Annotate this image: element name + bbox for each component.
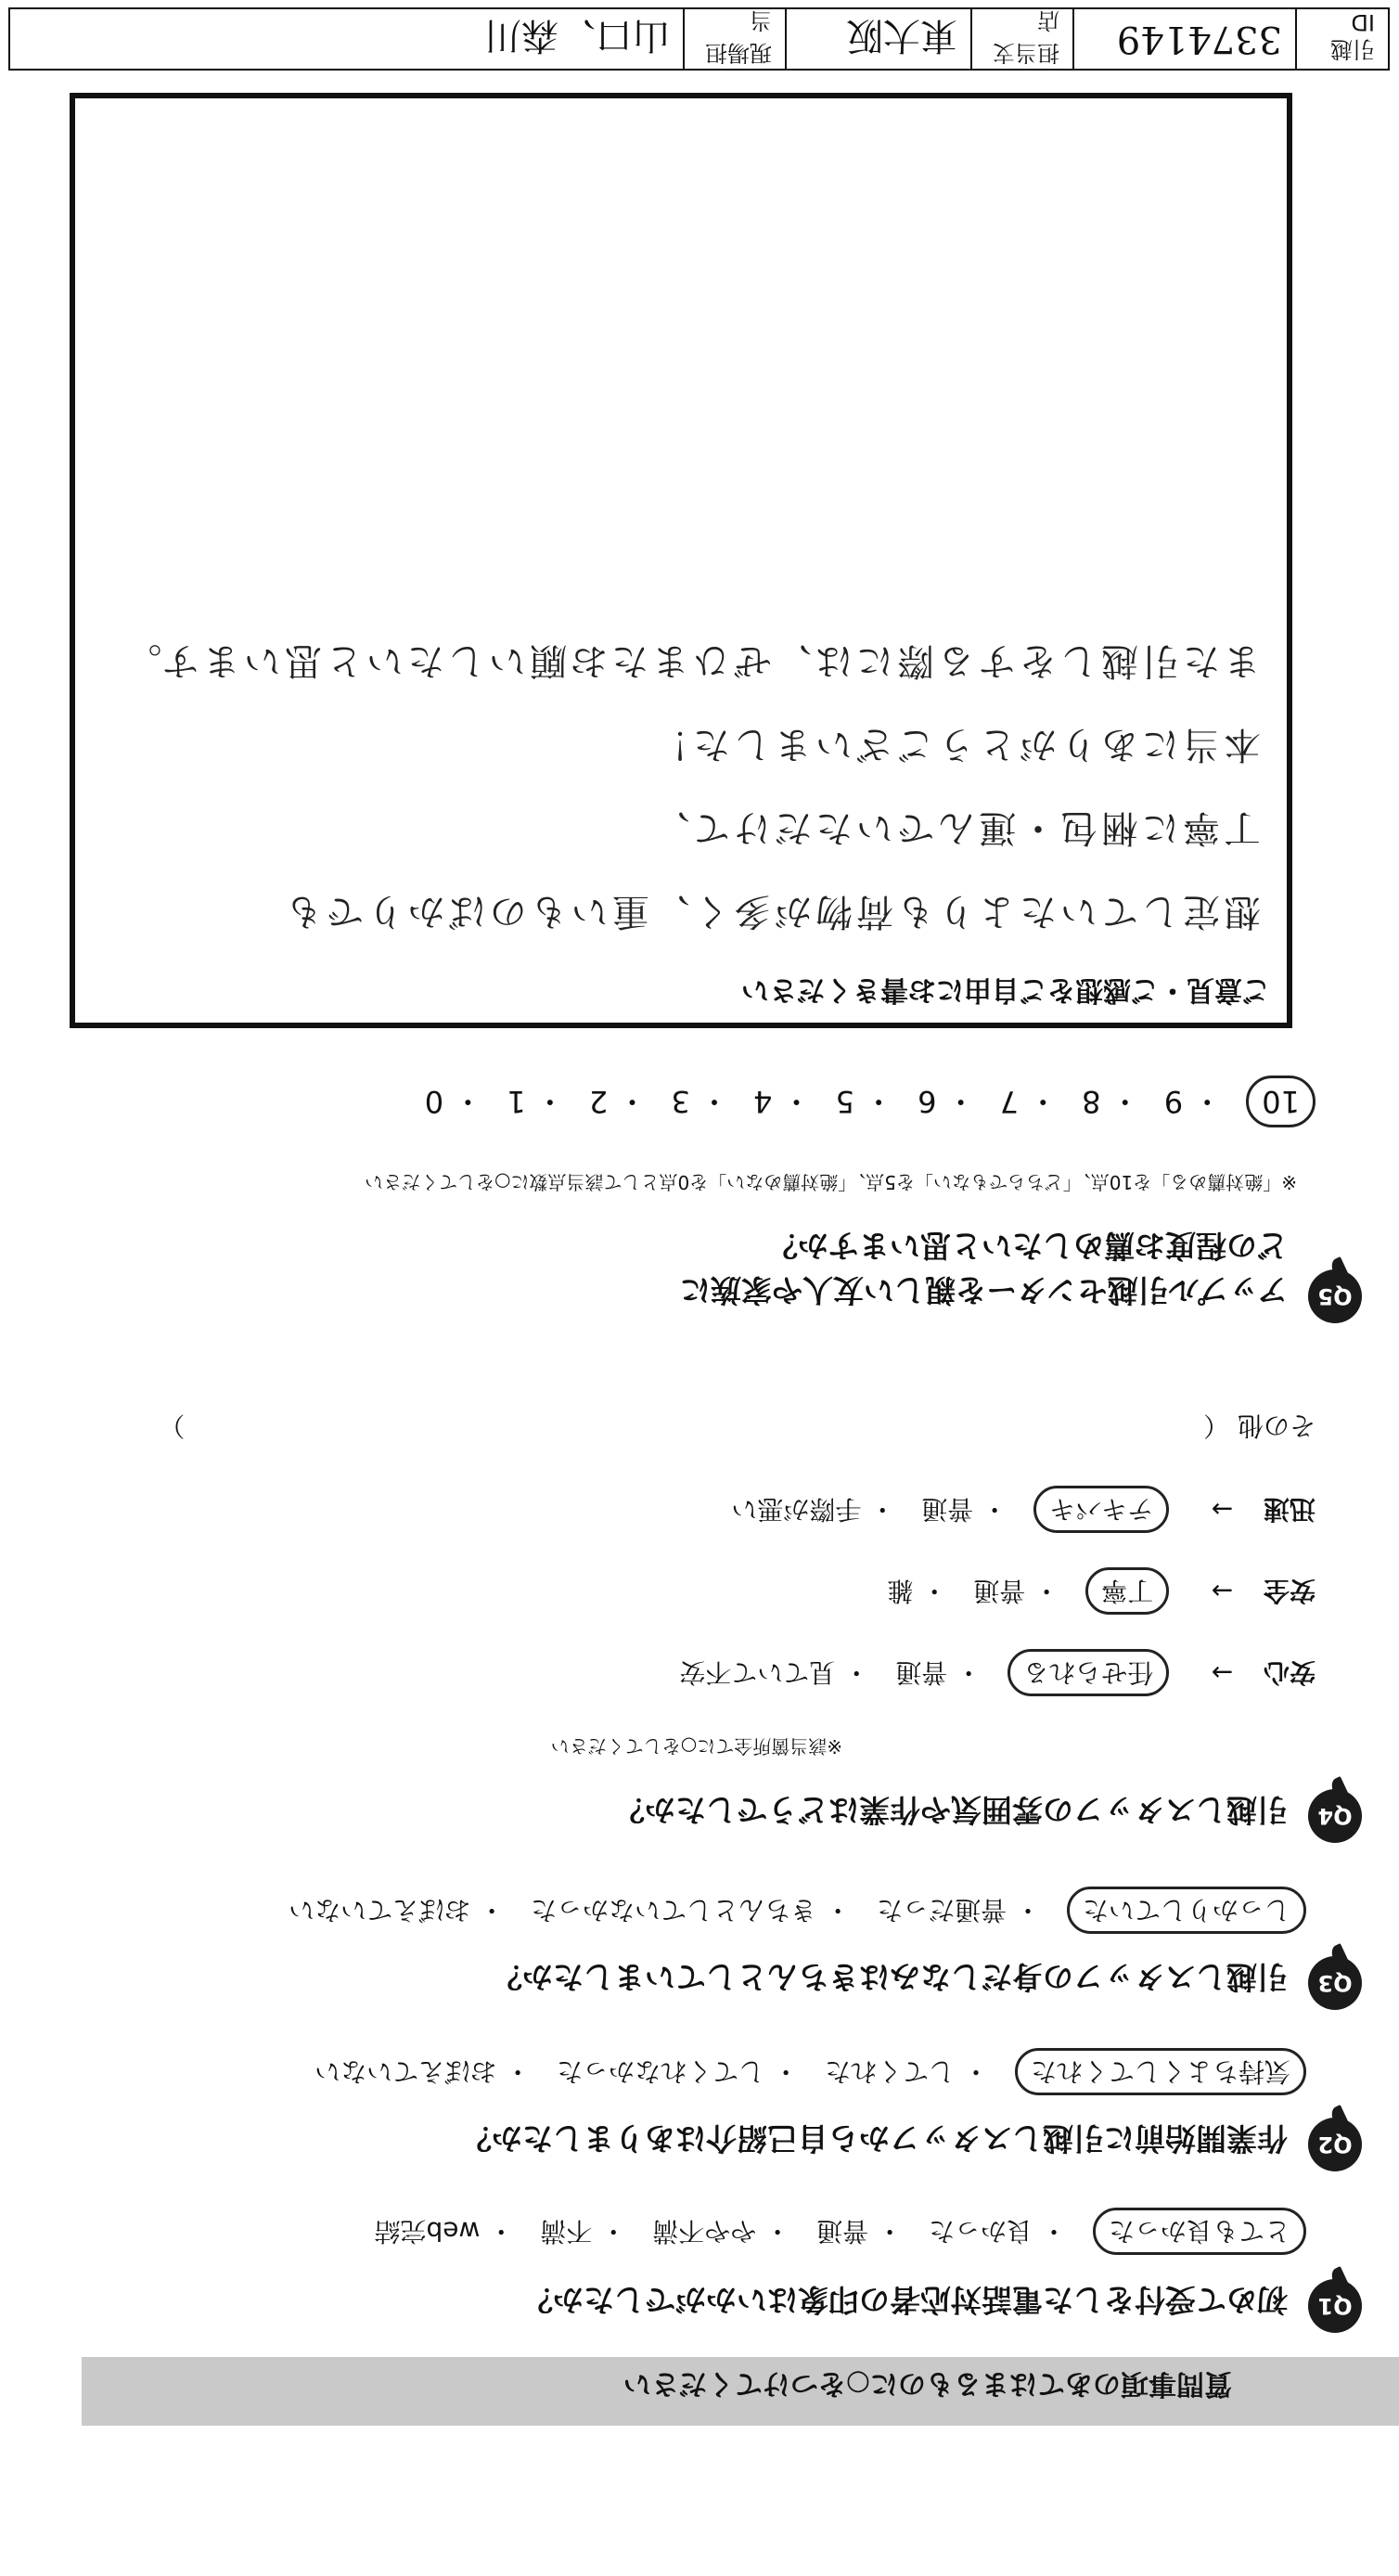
q5-score[interactable]: 8 bbox=[1082, 1084, 1101, 1119]
q2-options: 気持ちよくしてくれた・ してくれた・ してくれなかった・ おぼえていない bbox=[289, 2054, 1306, 2092]
q2-badge: Q2 bbox=[1308, 2118, 1362, 2171]
q4-row-other bbox=[159, 1409, 1316, 1446]
q4-option[interactable]: 丁寧 bbox=[1085, 1567, 1169, 1615]
footer-table bbox=[8, 7, 1390, 71]
q5-score[interactable]: 6 bbox=[918, 1084, 937, 1119]
q5-score[interactable]: 2 bbox=[588, 1084, 609, 1119]
q5-score[interactable]: 4 bbox=[753, 1084, 773, 1119]
comment-line: 本当にありがとうございました！ bbox=[648, 723, 1261, 766]
q4-option[interactable]: 雑 bbox=[887, 1576, 914, 1606]
q5-score[interactable]: 0 bbox=[424, 1084, 444, 1119]
q5-line2: どの程度お薦めしたいと思いますか？ bbox=[767, 1228, 1288, 1264]
comment-title: ご意見・ご感想をご自由にお書きください bbox=[741, 973, 1270, 1006]
q5-scale: 10・ 9・ 8・ 7・ 6・ 5・ 4・ 3・ 2・ 1・ 0 bbox=[401, 1082, 1316, 1125]
q1-option[interactable]: とても良かった bbox=[1093, 2208, 1306, 2255]
staff-value[interactable]: 山口、森川 bbox=[484, 14, 670, 58]
arrow-icon: → bbox=[1211, 1576, 1234, 1606]
q1-option[interactable]: 普通 bbox=[816, 2216, 869, 2247]
arrow-icon: → bbox=[1211, 1657, 1234, 1688]
q5-score[interactable]: 5 bbox=[835, 1084, 854, 1119]
q5-badge: Q5 bbox=[1308, 1269, 1362, 1323]
q4-row-label: 迅速 bbox=[1263, 1494, 1316, 1525]
q4-option[interactable]: 普通 bbox=[973, 1576, 1026, 1606]
q3-options: しっかりしていた・ 普通だった・ きちんとしていなかった・ おぼえていない bbox=[263, 1893, 1306, 1930]
arrow-icon: → bbox=[1211, 1494, 1234, 1525]
q4-other-label: その他 bbox=[1237, 1410, 1316, 1441]
staff-label: 現場担当 bbox=[683, 9, 785, 69]
q4-row-label: 安全 bbox=[1263, 1576, 1316, 1606]
comment-line: 想定していたよりも荷物が多く、重いものばかりでも bbox=[281, 890, 1261, 933]
q3-option[interactable]: おぼえていない bbox=[289, 1895, 471, 1926]
q3-text: 引越しスタッフの身だしなみはきちんとしていましたか？ bbox=[492, 1959, 1288, 1995]
q4-option[interactable]: 普通 bbox=[895, 1657, 948, 1688]
q2-option[interactable]: おぼえていない bbox=[314, 2056, 497, 2087]
q5-score[interactable]: 7 bbox=[999, 1084, 1019, 1119]
q3-option[interactable]: 普通だった bbox=[877, 1895, 1008, 1926]
q5-score[interactable]: 9 bbox=[1163, 1084, 1184, 1119]
q4-option[interactable]: 任せられる bbox=[1008, 1649, 1169, 1696]
q4-other-close: ） bbox=[159, 1410, 186, 1441]
q1-badge: Q1 bbox=[1308, 2279, 1362, 2333]
q4-row-anshin: 安心 → 任せられる・ 普通・ 見ていて不安 bbox=[653, 1655, 1316, 1693]
q4-other-open: （ bbox=[1203, 1410, 1230, 1441]
q1-options: とても良かった・ 良かった・ 普通・ やや不満・ 不満・ web完結 bbox=[348, 2214, 1306, 2251]
q3-badge: Q3 bbox=[1308, 1956, 1362, 2010]
q4-text: 引越しスタッフの雰囲気や作業はどうでしたか？ bbox=[614, 1792, 1288, 1828]
q2-option[interactable]: してくれなかった bbox=[557, 2056, 765, 2087]
q5-score[interactable]: 10 bbox=[1246, 1075, 1316, 1127]
id-value[interactable]: 3374149 bbox=[1072, 9, 1295, 69]
q3-option[interactable]: しっかりしていた bbox=[1067, 1887, 1306, 1934]
q4-option[interactable]: テキパキ bbox=[1033, 1486, 1169, 1533]
branch-value[interactable]: 東大阪 bbox=[785, 9, 970, 69]
q4-option[interactable]: 手際が悪い bbox=[731, 1494, 862, 1525]
q5-score[interactable]: 3 bbox=[671, 1084, 690, 1119]
id-label: 引越ID bbox=[1295, 9, 1388, 69]
q2-option[interactable]: 気持ちよくしてくれた bbox=[1015, 2048, 1306, 2095]
q1-option[interactable]: 不満 bbox=[540, 2216, 593, 2247]
comment-line: また引越しをする際には、ぜひまたお願いしたいと思います。 bbox=[121, 639, 1261, 682]
q4-row-jinsoku: 迅速 → テキパキ・ 普通・ 手際が悪い bbox=[705, 1492, 1316, 1529]
q4-note: ※該当箇所全てに○をしてください bbox=[550, 1735, 842, 1758]
q2-option[interactable]: してくれた bbox=[825, 2056, 956, 2087]
branch-label: 担当支店 bbox=[970, 9, 1072, 69]
instruction-text: 質問事項のあてはまるものに○をつけてください bbox=[622, 2367, 1232, 2400]
q2-text: 作業開始前に引越しスタッフから自己紹介はありましたか？ bbox=[461, 2120, 1288, 2157]
q1-option[interactable]: やや不満 bbox=[652, 2216, 757, 2247]
q4-badge: Q4 bbox=[1308, 1789, 1362, 1843]
q5-note: ※「絶対薦める」を10点、「どちらでもない」を5点、「絶対薦めない」を0点として該当点数に○をしてください bbox=[365, 1171, 1297, 1193]
q5-line1: アップル引越センターを親しい友人や家族に bbox=[679, 1272, 1288, 1308]
q4-option[interactable]: 見ていて不安 bbox=[679, 1657, 836, 1688]
q1-text: 初めて受付をした電話対応者の印象はいかがでしたか？ bbox=[522, 2282, 1288, 2318]
q1-option[interactable]: 良かった bbox=[929, 2216, 1033, 2247]
q4-option[interactable]: 普通 bbox=[921, 1494, 974, 1525]
q4-row-label: 安心 bbox=[1263, 1657, 1316, 1688]
q4-row-anzen: 安全 → 丁寧・ 普通・ 雑 bbox=[861, 1574, 1316, 1611]
q5-score[interactable]: 1 bbox=[507, 1084, 526, 1119]
comment-box[interactable] bbox=[70, 93, 1292, 1028]
comment-line: 丁寧に梱包・運んでいただけて、 bbox=[648, 806, 1261, 849]
q1-option[interactable]: web完結 bbox=[374, 2216, 481, 2247]
q3-option[interactable]: きちんとしていなかった bbox=[531, 1895, 817, 1926]
